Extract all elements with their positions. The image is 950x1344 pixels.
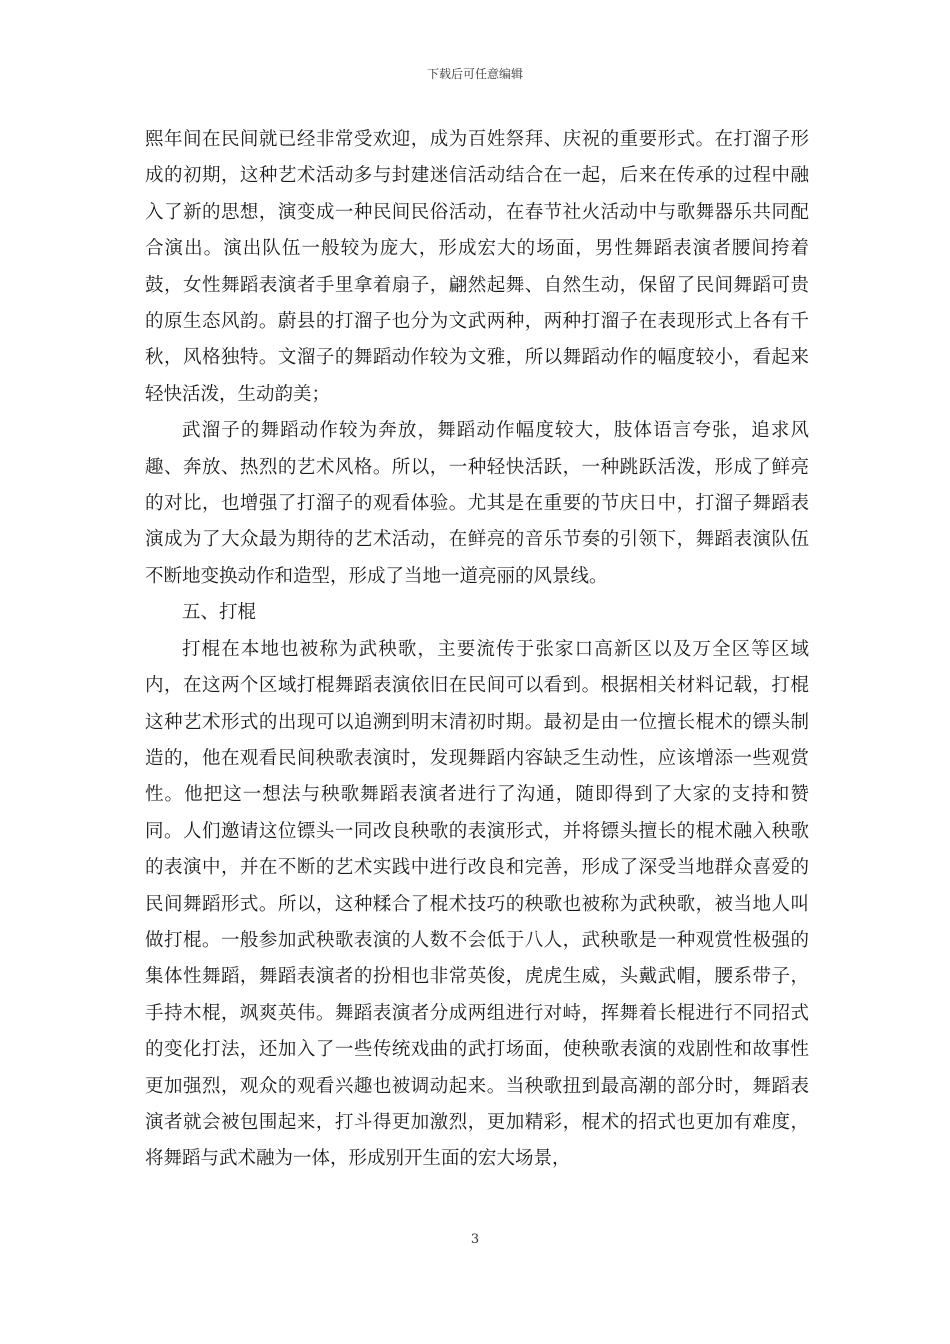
document-body [145,122,809,1178]
paragraph-continuation: 熙年间在民间就已经非常受欢迎，成为百姓祭拜、庆祝的重要形式。在打溜子形成的初期，这种艺术活动多与封建迷信活动结合在一起，后来在传承的过程中融入了新的思想，演变成一种民间民俗活动，在春节社火活动中与歌舞器乐共同配合演出。演出队伍一般较为庞大，形成宏大的场面，男性舞蹈表演者腰间挎着鼓，女性舞蹈表演者手里拿着扇子，翩然起舞、自然生动，保留了民间舞蹈可贵的原生态风韵。蔚县的打溜子也分为文武两种，两种打溜子在表现形式上各有千秋，风格独特。文溜子的舞蹈动作较为文雅，所以舞蹈动作的幅度较小，看起来轻快活泼，生动韵美； [145,129,809,405]
paragraph-wu-liuzi: 武溜子的舞蹈动作较为奔放，舞蹈动作幅度较大，肢体语言夸张，追求风趣、奔放、热烈的艺术风格。所以，一种轻快活跃，一种跳跃活泼，形成了鲜亮的对比，也增强了打溜子的观看体验。尤其是在重要的节庆日中，打溜子舞蹈表演成为了大众最为期待的艺术活动，在鲜亮的音乐节奏的引领下，舞蹈表演队伍不断地变换动作和造型，形成了当地一道亮丽的风景线。 [145,420,809,587]
page-header: 下载后可任意编辑 [426,67,523,81]
section-heading-dagun: 五、打棍 [182,602,257,624]
page-number: 3 [470,1232,480,1247]
paragraph-dagun: 打棍在本地也被称为武秧歌，主要流传于张家口高新区以及万全区等区域内，在这两个区域打棍舞蹈表演依旧在民间可以看到。根据相关材料记载，打棍这种艺术形式的出现可以追溯到明末清初时期。最初是由一位擅长棍术的镖头制造的，他在观看民间秧歌表演时，发现舞蹈内容缺乏生动性，应该增添一些观赏性。他把这一想法与秧歌舞蹈表演者进行了沟通，随即得到了大家的支持和赞同。人们邀请这位镖头一同改良秧歌的表演形式，并将镖头擅长的棍术融入秧歌的表演中，并在不断的艺术实践中进行改良和完善，形成了深受当地群众喜爱的民间舞蹈形式。所以，这种糅合了棍术技巧的秧歌也被称为武秧歌，被当地人叫做打棍。一般参加武秧歌表演的人数不会低于八人，武秧歌是一种观赏性极强的集体性舞蹈，舞蹈表演者的扮相也非常英俊，虎虎生威，头戴武帽，腰系带子，手持木棍，飒爽英伟。舞蹈表演者分成两组进行对峙，挥舞着长棍进行不同招式的变化打法，还加入了一些传统戏曲的武打场面，使秧歌表演的戏剧性和故事性更加强烈，观众的观看兴趣也被调动起来。当秧歌扭到最高潮的部分时，舞蹈表演者就会被包围起来，打斗得更加激烈，更加精彩，棍术的招式也更加有难度，将舞蹈与武术融为一体，形成别开生面的宏大场景， [145,638,809,1170]
